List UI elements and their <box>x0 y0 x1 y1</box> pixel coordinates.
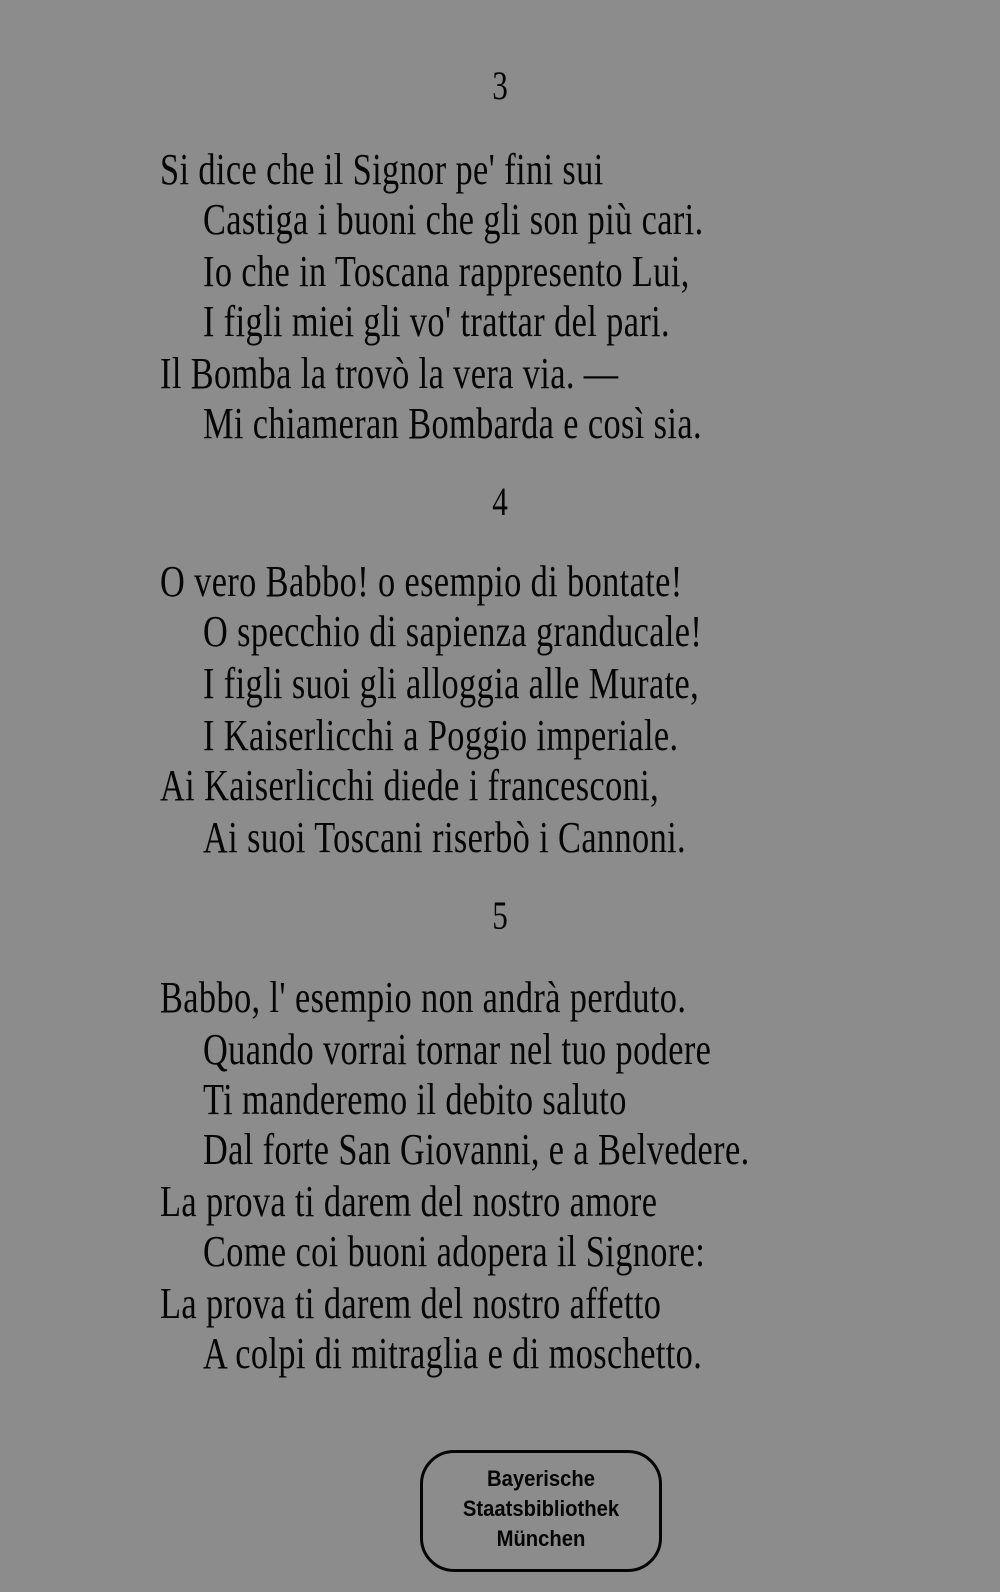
verse-line: I Kaiserlicchi a Poggio imperiale. <box>203 711 679 760</box>
verse-line: Quando vorrai tornar nel tuo podere <box>203 1025 712 1074</box>
verse-line: La prova ti darem del nostro amore <box>160 1177 658 1226</box>
verse-line: Il Bomba la trovò la vera via. — <box>160 349 619 398</box>
verse-line: Dal forte San Giovanni, e a Belvedere. <box>203 1125 750 1174</box>
verse-line: Ti manderemo il debito saluto <box>203 1075 627 1124</box>
stamp-line: Bayerische <box>486 1466 596 1491</box>
verse-line: Come coi buoni adopera il Signore: <box>203 1227 706 1276</box>
verse-line: O vero Babbo! o esempio di bontate! <box>160 557 683 606</box>
verse-line: Io che in Toscana rappresento Lui, <box>203 247 690 296</box>
verse-line: Ai Kaiserlicchi diede i francesconi, <box>160 761 660 810</box>
stanza-number: 5 <box>492 893 508 938</box>
verse-line: Babbo, l' esempio non andrà perduto. <box>160 973 687 1022</box>
verse-line: La prova ti darem del nostro affetto <box>160 1279 662 1328</box>
verse-line: Si dice che il Signor pe' fini sui <box>160 145 604 194</box>
stamp-line: München <box>496 1526 586 1551</box>
verse-line: Mi chiameran Bombarda e così sia. <box>203 399 702 448</box>
verse-line: A colpi di mitraglia e di moschetto. <box>203 1329 703 1378</box>
verse-line: Ai suoi Toscani riserbò i Cannoni. <box>203 813 687 862</box>
library-stamp <box>420 1450 662 1572</box>
stanza-number: 3 <box>492 63 508 108</box>
verse-line: I figli miei gli vo' trattar del pari. <box>203 297 671 346</box>
stamp-line: Staatsbibliothek <box>462 1496 620 1521</box>
stanza-number: 4 <box>492 479 508 524</box>
verse-line: I figli suoi gli alloggia alle Murate, <box>203 659 700 708</box>
verse-line: Castiga i buoni che gli son più cari. <box>203 195 704 244</box>
verse-line: O specchio di sapienza granducale! <box>203 607 703 656</box>
